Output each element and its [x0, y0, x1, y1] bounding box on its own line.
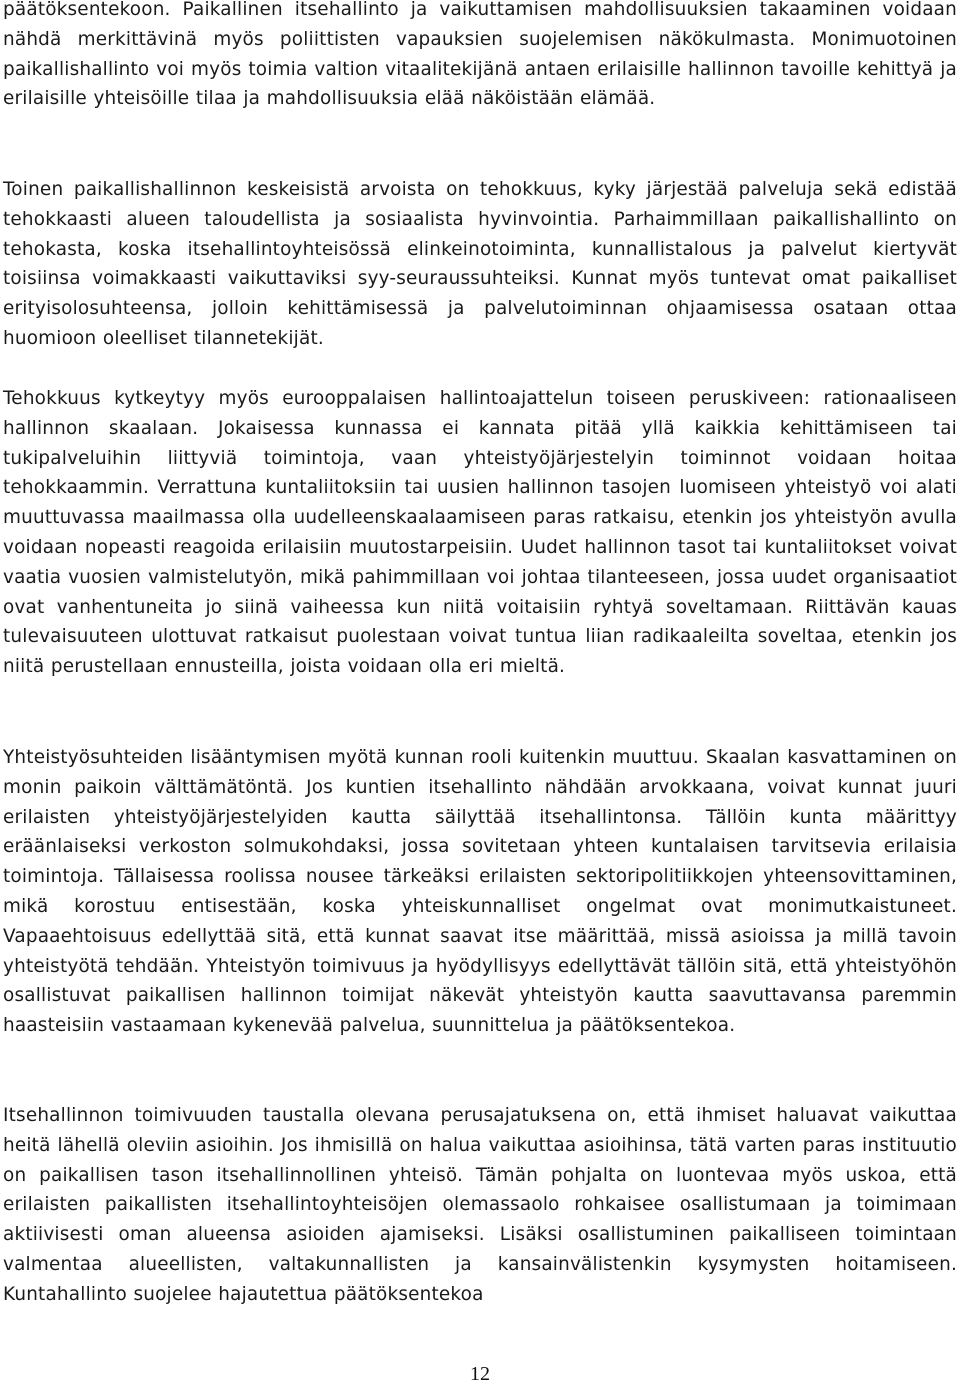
paragraph-3: Tehokkuus kytkeytyy myös eurooppalaisen hallintoajattelun toiseen peruskiveen: rationaaliseen hallinnon skaalaan. Jokaisessa kunnassa ei kannata pitää yllä kaikkia kehittämiseen tai tukipalveluihin liittyviä toimintoja, vaan yhteistyöjärjestelyin toiminnot voidaan hoitaa tehokkaammin. Verrattuna kuntaliitoksiin tai uusien hallinnon tasojen luomiseen yhteistyö voi alati muuttuvassa maailmassa olla uudelleenskaalaamiseen paras ratkaisu, etenkin jos yhteistyön avulla voidaan nopeasti reagoida erilaisiin muutostarpeisiin. Uudet hallinnon tasot tai kuntaliitokset voivat vaatia vuosien valmistelutyön, mikä pahimmillaan voi johtaa tilanteeseen, jossa uudet organisaatiot ovat vanhentuneita jo siinä vaiheessa kun niitä voitaisiin ryhtyä soveltamaan. Riittävän kauas tulevaisuuteen ulottuvat ratkaisut puolestaan voivat tuntua liian radikaaleilta soveltaa, etenkin jos niitä perustellaan ennusteilla, joista voidaan olla eri mieltä. [3, 388, 957, 678]
document-page [3, 0, 957, 1387]
paragraph-1: päätöksentekoon. Paikallinen itsehallinto ja vaikuttamisen mahdollisuuksien takaaminen voidaan nähdä merkittävinä myös poliittisten vapauksien suojelemisen näkökulmasta. Monimuotoinen paikallishallinto voi myös toimia valtion vitaalitekijänä antaen erilaisille hallinnon tavoille kehittyä ja erilaisille yhteisöille tilaa ja mahdollisuuksia elää näköistään elämää. [3, 0, 957, 110]
paragraph-5: Itsehallinnon toimivuuden taustalla olevana perusajatuksena on, että ihmiset haluavat vaikuttaa heitä lähellä oleviin asioihin. Jos ihmisillä on halua vaikuttaa asioihinsa, tätä varten paras instituutio on paikallisen tason itsehallinnollinen yhteisö. Tämän pohjalta on luontevaa myös uskoa, että erilaisten paikallisten itsehallintoyhteisöjen olemassaolo rohkaisee osallistumaan ja toimimaan aktiivisesti oman alueensa asioiden ajamiseksi. Lisäksi osallistuminen paikalliseen toimintaan valmentaa alueellisten, valtakunnallisten ja kansainvälistenkin kysymysten hoitamiseen. Kuntahallinto suojelee hajautettua päätöksentekoa [3, 1105, 957, 1305]
paragraph-4: Yhteistyösuhteiden lisääntymisen myötä kunnan rooli kuitenkin muuttuu. Skaalan kasvattaminen on monin paikoin välttämätöntä. Jos kuntien itsehallinto nähdään arvokkaana, voivat kunnat juuri erilaisten yhteistyöjärjestelyiden kautta säilyttää itsehallintonsa. Tällöin kunta määrittyy eräänlaiseksi verkoston solmukohdaksi, jossa sovitetaan yhteen kuntalaisen tarvitsevia erilaisia toimintoja. Tällaisessa roolissa nousee tärkeäksi erilaisten sektoripolitiikkojen yhteensovittaminen, mikä korostuu entisestään, koska yhteiskunnalliset ongelmat ovat monimutkaistuneet. Vapaaehtoisuus edellyttää sitä, että kunnat saavat itse määrittää, missä asioissa ja millä tavoin yhteistyötä tehdään. Yhteistyön toimivuus ja hyödyllisyys edellyttävät tällöin sitä, että yhteistyöhön osallistuvat paikallisen hallinnon toimijat näkevät yhteistyön kautta saavuttavansa paremmin haasteisiin vastaamaan kykenevää palvelua, suunnittelua ja päätöksentekoa. [3, 747, 957, 1037]
paragraph-2: Toinen paikallishallinnon keskeisistä arvoista on tehokkuus, kyky järjestää palveluja sekä edistää tehokkaasti alueen taloudellista ja sosiaalista hyvinvointia. Parhaimmillaan paikallishallinto on tehokasta, koska itsehallintoyhteisössä elinkeinotoiminta, kunnallistalous ja palvelut kiertyvät toisiinsa voimakkaasti vaikuttaviksi syy-seuraussuhteiksi. Kunnat myös tuntevat omat paikalliset erityisolosuhteensa, jolloin kehittämisessä ja palvelutoiminnan ohjaamisessa osataan ottaa huomioon oleelliset tilannetekijät. [3, 179, 957, 349]
page-number: 12 [470, 1363, 490, 1385]
